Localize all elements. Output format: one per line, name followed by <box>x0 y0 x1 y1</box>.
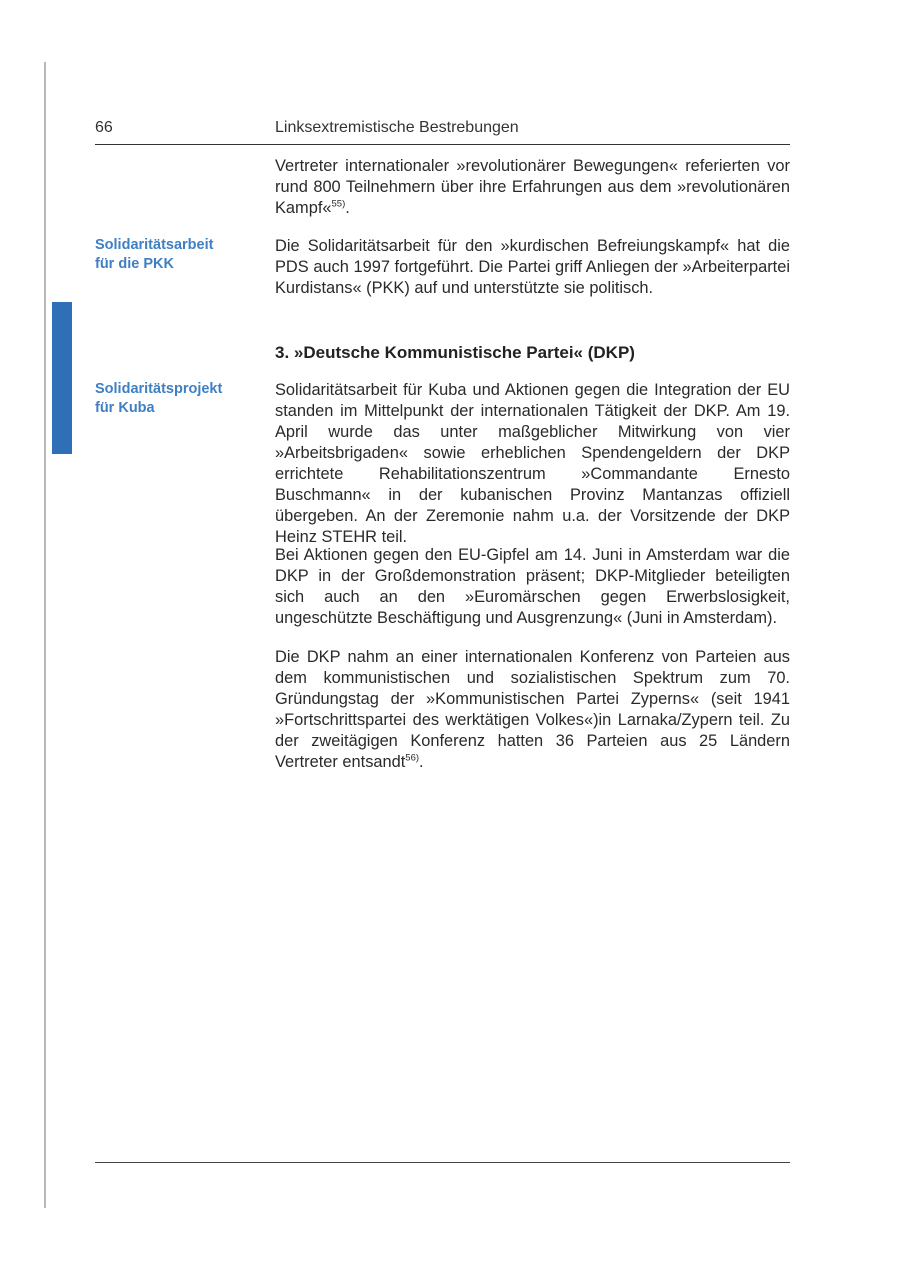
scan-edge-line <box>44 62 46 1208</box>
paragraph-3: Solidaritätsarbeit für Kuba und Aktionen gegen die Integration der EU standen im Mittelpunkt der internationalen Tätigkeit der DKP. Am 19. April wurde das unter maßgeblicher Mitwirkung von vier »Arbeitsbrigaden« sowie erheblichen Spendengeldern der DKP errichtete Rehabilitationszentrum »Commandante Ernesto Buschmann« in der kubanischen Provinz Mantanzas offiziell übergeben. An der Zeremonie nahm u.a. der Vorsitzende der DKP Heinz STEHR teil. <box>275 381 790 546</box>
paragraph-1 <box>275 156 790 219</box>
margin-note-pkk <box>95 236 245 274</box>
paragraph-5-tail: . <box>419 753 424 771</box>
footer-divider <box>95 1162 790 1163</box>
paragraph-5 <box>275 647 790 773</box>
paragraph-1-text: Vertreter internationaler »revolutionärer Bewegungen« referierten vor rund 800 Teilnehmern über ihre Erfahrungen aus dem »revolutionären Kampf« <box>275 157 790 217</box>
footnote-ref-55[interactable]: 55) <box>331 198 346 210</box>
page-number: 66 <box>95 119 113 136</box>
running-head: Linksextremistische Bestrebungen <box>275 119 519 136</box>
paragraph-5-text: Die DKP nahm an einer internationalen Konferenz von Parteien aus dem kommunistischen und sozialistischen Spektrum zum 70. Gründungstag der »Kommunistischen Partei Zyperns« (seit 1941 »Fortschrittspartei des werktätigen Volkes«)in Larnaka/Zypern teil. Zu der zweitägigen Konferenz hatten 36 Parteien aus 25 Ländern Vertreter entsandt <box>275 648 790 771</box>
margin-note-kuba-line-2: für Kuba <box>95 400 155 416</box>
margin-note-kuba-line-1: Solidaritätsprojekt <box>95 381 223 397</box>
margin-note-kuba <box>95 380 245 418</box>
footnote-ref-56[interactable]: 56) <box>405 752 420 764</box>
paragraph-2: Die Solidaritätsarbeit für den »kurdischen Befreiungskampf« hat die PDS auch 1997 fortgeführt. Die Partei griff Anliegen der »Arbeiterpartei Kurdistans« (PKK) auf und unterstützte sie politisch. <box>275 237 790 297</box>
paragraph-4: Bei Aktionen gegen den EU-Gipfel am 14. Juni in Amsterdam war die DKP in der Großdemonstration präsent; DKP-Mitglieder beteiligten sich auch an den »Euromärschen gegen Erwerbslosigkeit, ungeschützte Beschäftigung und Ausgrenzung« (Juni in Amsterdam). <box>275 546 790 627</box>
margin-note-pkk-line-1: Solidaritätsarbeit <box>95 237 214 253</box>
chapter-tab-marker <box>52 302 72 454</box>
paragraph-1-tail: . <box>345 199 350 217</box>
margin-note-pkk-line-2: für die PKK <box>95 256 174 272</box>
section-heading-dkp: 3. »Deutsche Kommunistische Partei« (DKP) <box>275 343 635 362</box>
header-divider <box>95 144 790 145</box>
